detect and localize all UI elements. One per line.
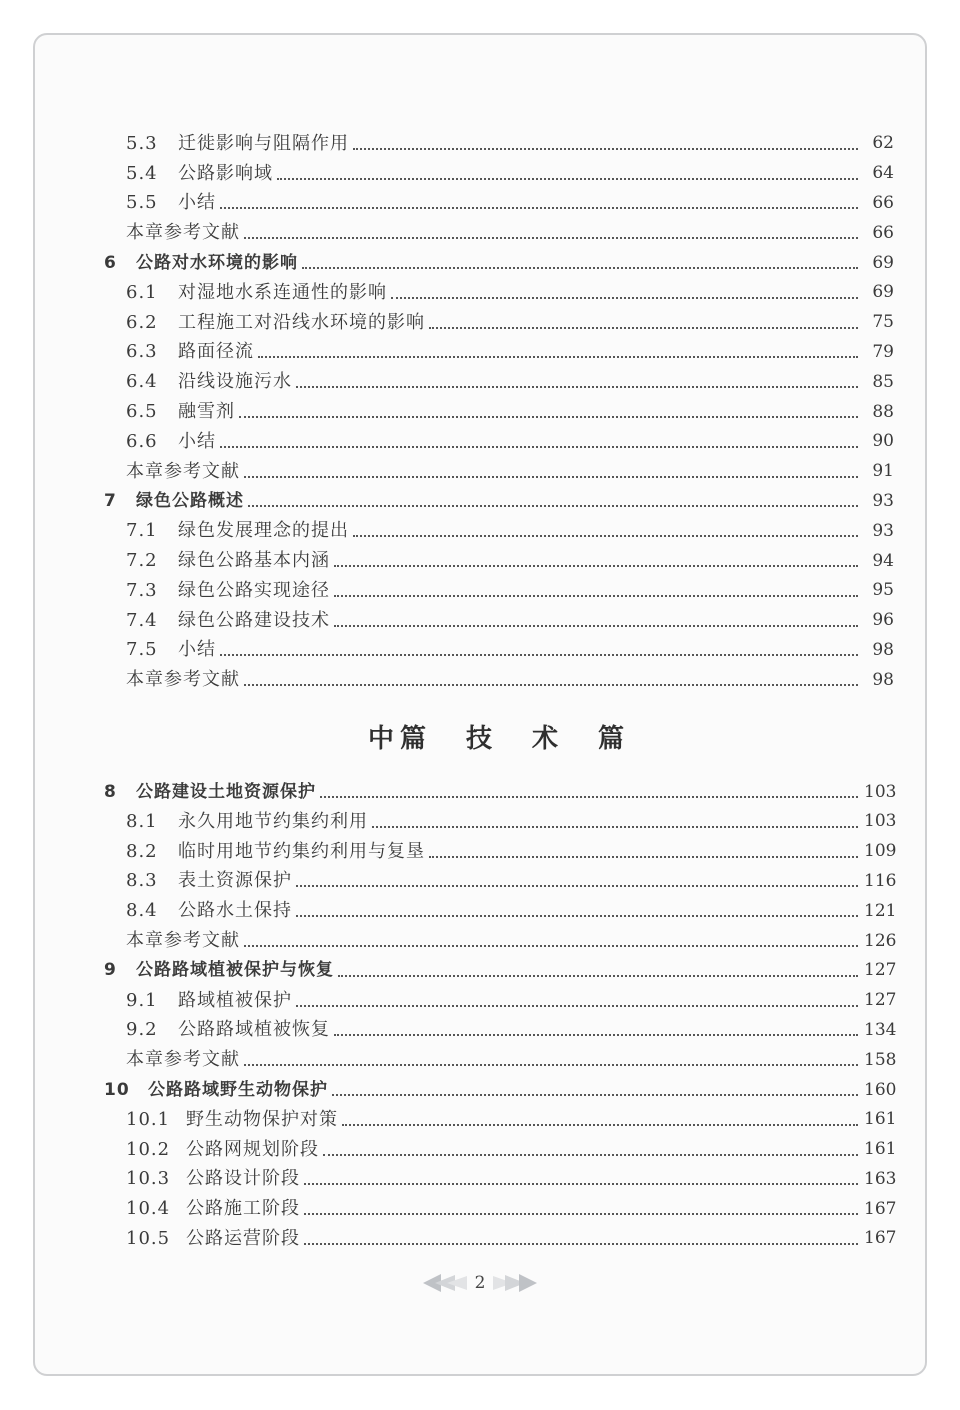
toc-entry-title: 本章参考文献 [126,930,240,952]
toc-entry-page: 161 [864,1139,897,1160]
toc-entry-number: 10.4 [126,1198,171,1220]
toc-entry-title: 本章参考文献 [126,222,240,244]
toc-section-row[interactable] [104,896,897,926]
dot-leader [220,446,858,448]
toc-section-row[interactable] [104,546,894,576]
dot-leader [277,178,858,180]
toc-entry-title: 公路运营阶段 [186,1227,300,1249]
toc-section-row[interactable] [104,278,894,308]
toc-entry-page: 167 [864,1198,897,1219]
dot-leader [304,1183,858,1185]
toc-entry-number: 6 [104,252,117,273]
dot-leader [296,1005,858,1007]
toc-section-row[interactable] [104,576,894,606]
toc-chapter-row[interactable] [104,487,894,517]
toc-entry-number: 10.5 [126,1227,171,1249]
toc-entry-title: 路域植被保护 [178,989,292,1011]
toc-entry-number: 7.1 [126,520,158,542]
toc-entry-title: 沿线设施污水 [178,371,292,393]
dot-leader [334,625,858,627]
toc-entry-title: 小结 [178,430,216,452]
toc-entry-page: 116 [864,870,897,891]
toc-entry-page: 94 [872,550,894,571]
toc-section-row[interactable] [104,338,894,368]
dot-leader [244,684,858,686]
toc-entry-number: 8.4 [126,900,158,922]
toc-entry-number: 7.3 [126,579,158,601]
toc-entry-number: 8.2 [126,840,158,862]
dot-leader [244,945,858,947]
toc-section-row[interactable] [104,129,894,159]
toc-entry-page: 167 [864,1228,897,1249]
toc-section-row[interactable] [104,1016,897,1046]
dot-leader [332,1094,858,1096]
toc-section-row[interactable] [104,189,894,219]
toc-entry-page: 134 [864,1019,897,1040]
toc-entry-page: 121 [864,900,897,921]
toc-ref-row[interactable] [104,218,894,248]
toc-entry-page: 69 [872,282,894,303]
toc-section-row[interactable] [104,1224,897,1254]
dot-leader [304,1213,858,1215]
toc-chapter-row[interactable] [104,1075,897,1105]
toc-section-row[interactable] [104,516,894,546]
toc-entry-page: 127 [864,990,897,1011]
toc-entry-number: 9.2 [126,1019,158,1041]
toc-entry-number: 6.6 [126,430,158,452]
page-number: 2 [474,1273,486,1293]
toc-entry-title: 表土资源保护 [178,870,292,892]
toc-entry-page: 64 [872,163,894,184]
toc-entry-page: 127 [864,960,897,981]
toc-entry-title: 公路建设土地资源保护 [136,781,316,802]
toc-entry-number: 7.5 [126,639,158,661]
toc-entry-page: 93 [872,520,894,541]
toc-entry-page: 66 [872,222,894,243]
toc-entry-number: 5.5 [126,192,158,214]
toc-entry-title: 公路设计阶段 [186,1168,300,1190]
toc-ref-row[interactable] [104,457,894,487]
page-footer [0,1272,960,1294]
toc-entry-number: 8.1 [126,810,158,832]
toc-entry-number: 6.1 [126,281,158,303]
toc-section-row[interactable] [104,308,894,338]
dot-leader [248,505,858,507]
left-arrow-icon [421,1272,469,1294]
part-heading-char-2: 术 [532,723,565,754]
toc-entry-page: 109 [864,841,897,862]
toc-entry-title: 融雪剂 [178,401,235,423]
toc-entry-title: 公路网规划阶段 [186,1138,319,1160]
toc-entry-page: 158 [864,1049,897,1070]
toc-entry-title: 公路对水环境的影响 [136,252,298,273]
toc-entry-page: 126 [864,930,897,951]
toc-entries-after [104,777,897,1254]
toc-entry-page: 69 [872,252,894,273]
toc-entry-title: 公路影响域 [178,162,273,184]
toc-entry-title: 绿色公路建设技术 [178,609,330,631]
toc-entry-page: 160 [864,1079,897,1100]
toc-section-row[interactable] [104,427,894,457]
toc-section-row[interactable] [104,397,894,427]
toc-entry-number: 7 [104,490,117,511]
toc-ref-row[interactable] [104,926,897,956]
dot-leader [304,1243,858,1245]
toc-entry-number: 9.1 [126,989,158,1011]
toc-section-row[interactable] [104,159,894,189]
dot-leader [391,297,858,299]
toc-entry-page: 88 [872,401,894,422]
toc-entry-title: 公路路域野生动物保护 [148,1079,328,1100]
toc-entry-page: 161 [864,1109,897,1130]
toc-section-row[interactable] [104,867,897,897]
toc-entry-title: 小结 [178,639,216,661]
toc-entry-title: 本章参考文献 [126,669,240,691]
toc-section-row[interactable] [104,606,894,636]
toc-entry-page: 79 [872,341,894,362]
dot-leader [220,207,858,209]
toc-entry-title: 对湿地水系连通性的影响 [178,281,387,303]
toc-entries-before [104,129,894,695]
toc-entry-page: 75 [872,312,894,333]
dot-leader [296,386,858,388]
toc-entry-page: 62 [872,133,894,154]
toc-ref-row[interactable] [104,1045,897,1075]
toc-entry-title: 野生动物保护对策 [186,1108,338,1130]
part-heading-char-1: 技 [465,723,498,754]
toc-entry-number: 6.5 [126,401,158,423]
toc-entry-title: 公路路域植被恢复 [178,1019,330,1041]
toc-entry-number: 6.4 [126,371,158,393]
toc-entry-number: 8.3 [126,870,158,892]
toc-entry-number: 9 [104,960,117,981]
toc-entry-title: 迁徙影响与阻隔作用 [178,132,349,154]
dot-leader [353,535,858,537]
toc-entry-page: 85 [872,371,894,392]
dot-leader [323,1154,858,1156]
toc-entry-title: 本章参考文献 [126,460,240,482]
toc-section-row[interactable] [104,986,897,1016]
dot-leader [372,826,858,828]
toc-entry-title: 公路水土保持 [178,900,292,922]
toc-entry-number: 10.1 [126,1108,171,1130]
toc-entry-title: 公路施工阶段 [186,1198,300,1220]
part-heading-part: 中篇 [367,723,432,754]
toc-chapter-row[interactable] [104,956,897,986]
toc-entry-title: 工程施工对沿线水环境的影响 [178,311,425,333]
toc-entry-title: 永久用地节约集约利用 [178,810,368,832]
dot-leader [296,915,858,917]
toc-entry-page: 96 [872,610,894,631]
toc-entry-page: 66 [872,192,894,213]
table-of-contents [104,129,897,1254]
dot-leader [353,148,858,150]
toc-section-row[interactable] [104,1135,897,1165]
toc-section-row[interactable] [104,1194,897,1224]
dot-leader [334,1034,858,1036]
toc-entry-title: 路面径流 [178,341,254,363]
toc-entry-number: 8 [104,781,117,802]
dot-leader [258,356,858,358]
dot-leader [342,1124,858,1126]
toc-entry-title: 小结 [178,192,216,214]
right-arrow-icon [491,1272,539,1294]
toc-entry-page: 103 [864,811,897,832]
toc-entry-title: 绿色公路概述 [136,490,244,511]
toc-section-row[interactable] [104,636,894,666]
dot-leader [239,416,858,418]
toc-entry-number: 7.4 [126,609,158,631]
toc-ref-row[interactable] [104,665,894,695]
toc-entry-title: 绿色发展理念的提出 [178,520,349,542]
dot-leader [244,237,858,239]
dot-leader [334,565,858,567]
dot-leader [302,267,858,269]
toc-entry-number: 6.2 [126,311,158,333]
dot-leader [244,476,858,478]
toc-entry-page: 95 [872,580,894,601]
part-heading-char-3: 篇 [598,723,631,754]
toc-entry-title: 本章参考文献 [126,1049,240,1071]
toc-entry-number: 6.3 [126,341,158,363]
toc-section-row[interactable] [104,1165,897,1195]
toc-entry-title: 绿色公路实现途径 [178,579,330,601]
toc-entry-number: 5.4 [126,162,158,184]
toc-section-row[interactable] [104,367,894,397]
toc-chapter-row[interactable] [104,777,897,807]
toc-entry-page: 98 [872,639,894,660]
dot-leader [220,654,858,656]
toc-section-row[interactable] [104,807,897,837]
dot-leader [429,327,858,329]
dot-leader [334,595,858,597]
toc-entry-page: 103 [864,781,897,802]
dot-leader [338,975,858,977]
dot-leader [429,856,858,858]
toc-entry-page: 93 [872,490,894,511]
toc-entry-number: 5.3 [126,132,158,154]
toc-section-row[interactable] [104,837,897,867]
toc-entry-title: 公路路域植被保护与恢复 [136,960,334,981]
toc-entry-title: 临时用地节约集约利用与复垦 [178,840,425,862]
dot-leader [244,1064,858,1066]
toc-entry-page: 163 [864,1168,897,1189]
toc-entry-page: 90 [872,431,894,452]
toc-entry-title: 绿色公路基本内涵 [178,550,330,572]
toc-entry-number: 10.2 [126,1138,171,1160]
toc-entry-number: 10 [104,1079,130,1100]
toc-section-row[interactable] [104,1105,897,1135]
toc-entry-number: 10.3 [126,1168,171,1190]
toc-chapter-row[interactable] [104,248,894,278]
toc-entry-page: 98 [872,669,894,690]
dot-leader [320,796,858,798]
toc-entry-page: 91 [872,461,894,482]
dot-leader [296,885,858,887]
part-heading [104,695,894,777]
toc-entry-number: 7.2 [126,550,158,572]
